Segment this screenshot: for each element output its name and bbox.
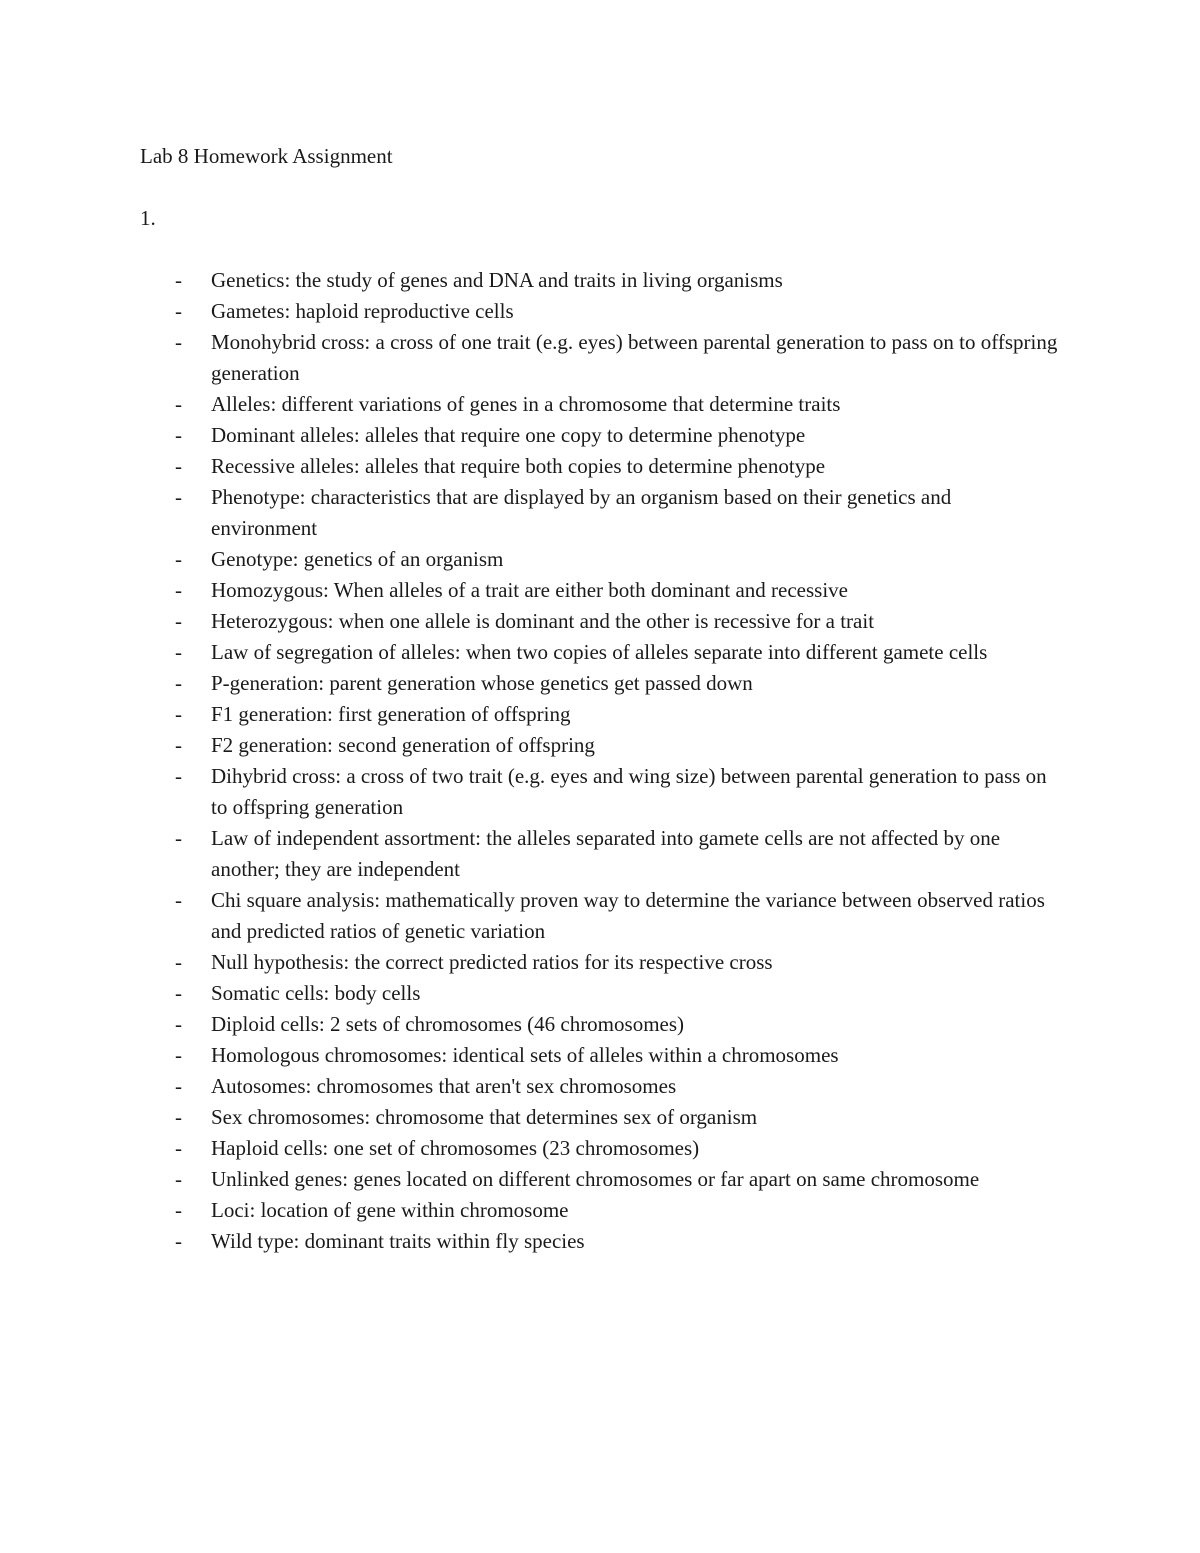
bullet-dash: - [175, 671, 182, 695]
term-definition: Diploid cells: 2 sets of chromosomes (46 chromosomes) [211, 1012, 685, 1036]
bullet-dash: - [175, 640, 182, 664]
list-item [140, 885, 1060, 947]
term-definition: Law of segregation of alleles: when two copies of alleles separate into different gamete cells [211, 640, 988, 664]
term-definition: F1 generation: first generation of offspring [211, 702, 571, 726]
list-item [140, 637, 1060, 668]
bullet-dash: - [175, 1074, 182, 1098]
list-item [140, 1071, 1060, 1102]
bullet-dash: - [175, 609, 182, 633]
list-item [140, 1195, 1060, 1226]
bullet-dash: - [175, 981, 182, 1005]
list-item [140, 730, 1060, 761]
term-definition: Genotype: genetics of an organism [211, 547, 504, 571]
bullet-dash: - [175, 1012, 182, 1036]
term-definition: Alleles: different variations of genes in a chromosome that determine traits [211, 392, 841, 416]
term-definition: Null hypothesis: the correct predicted ratios for its respective cross [211, 950, 773, 974]
bullet-dash: - [175, 826, 182, 850]
list-item [140, 575, 1060, 606]
bullet-dash: - [175, 299, 182, 323]
bullet-dash: - [175, 1043, 182, 1067]
list-item [140, 1040, 1060, 1071]
bullet-dash: - [175, 330, 182, 354]
list-item [140, 823, 1060, 885]
bullet-dash: - [175, 1167, 182, 1191]
term-definition: Homozygous: When alleles of a trait are either both dominant and recessive [211, 578, 848, 602]
term-definition: Wild type: dominant traits within fly species [211, 1229, 585, 1253]
bullet-dash: - [175, 1229, 182, 1253]
list-item [140, 296, 1060, 327]
list-item [140, 761, 1060, 823]
list-item [140, 699, 1060, 730]
list-item [140, 1133, 1060, 1164]
term-definition: Autosomes: chromosomes that aren't sex chromosomes [211, 1074, 677, 1098]
list-item [140, 482, 1060, 544]
term-definition: Phenotype: characteristics that are displayed by an organism based on their genetics and environment [211, 485, 952, 540]
list-item [140, 327, 1060, 389]
bullet-dash: - [175, 392, 182, 416]
bullet-dash: - [175, 454, 182, 478]
term-definition: Dihybrid cross: a cross of two trait (e.g. eyes and wing size) between parental generation to pass on to offspring generation [211, 764, 1047, 819]
bullet-dash: - [175, 1136, 182, 1160]
term-definition: Heterozygous: when one allele is dominant and the other is recessive for a trait [211, 609, 875, 633]
bullet-dash: - [175, 733, 182, 757]
list-item [140, 1009, 1060, 1040]
term-list [140, 265, 1060, 1257]
bullet-dash: - [175, 578, 182, 602]
bullet-dash: - [175, 950, 182, 974]
term-definition: Monohybrid cross: a cross of one trait (e.g. eyes) between parental generation to pass on to offspring generation [211, 330, 1058, 385]
bullet-dash: - [175, 485, 182, 509]
bullet-dash: - [175, 764, 182, 788]
term-definition: P-generation: parent generation whose genetics get passed down [211, 671, 753, 695]
term-definition: Somatic cells: body cells [211, 981, 421, 1005]
term-definition: Haploid cells: one set of chromosomes (23 chromosomes) [211, 1136, 700, 1160]
list-item [140, 389, 1060, 420]
document-title: Lab 8 Homework Assignment [140, 144, 393, 168]
term-definition: Unlinked genes: genes located on different chromosomes or far apart on same chromosome [211, 1167, 980, 1191]
bullet-dash: - [175, 1105, 182, 1129]
list-item [140, 668, 1060, 699]
term-definition: Recessive alleles: alleles that require both copies to determine phenotype [211, 454, 826, 478]
term-definition: Loci: location of gene within chromosome [211, 1198, 569, 1222]
bullet-dash: - [175, 547, 182, 571]
bullet-dash: - [175, 268, 182, 292]
term-definition: Chi square analysis: mathematically proven way to determine the variance between observed ratios and predicted ratios of genetic variation [211, 888, 1045, 943]
term-definition: Law of independent assortment: the alleles separated into gamete cells are not affected by one another; they are independent [211, 826, 1001, 881]
term-definition: Genetics: the study of genes and DNA and traits in living organisms [211, 268, 783, 292]
bullet-dash: - [175, 1198, 182, 1222]
list-item [140, 947, 1060, 978]
list-item [140, 606, 1060, 637]
list-item [140, 544, 1060, 575]
term-definition: Sex chromosomes: chromosome that determines sex of organism [211, 1105, 758, 1129]
bullet-dash: - [175, 888, 182, 912]
list-item [140, 1102, 1060, 1133]
term-definition: Dominant alleles: alleles that require one copy to determine phenotype [211, 423, 806, 447]
bullet-dash: - [175, 702, 182, 726]
term-definition: Gametes: haploid reproductive cells [211, 299, 514, 323]
term-definition: Homologous chromosomes: identical sets of alleles within a chromosomes [211, 1043, 839, 1067]
list-item [140, 1164, 1060, 1195]
bullet-dash: - [175, 423, 182, 447]
term-definition: F2 generation: second generation of offspring [211, 733, 595, 757]
list-item [140, 978, 1060, 1009]
list-item [140, 420, 1060, 451]
list-item [140, 265, 1060, 296]
list-item [140, 451, 1060, 482]
question-number: 1. [140, 206, 156, 230]
list-item [140, 1226, 1060, 1257]
